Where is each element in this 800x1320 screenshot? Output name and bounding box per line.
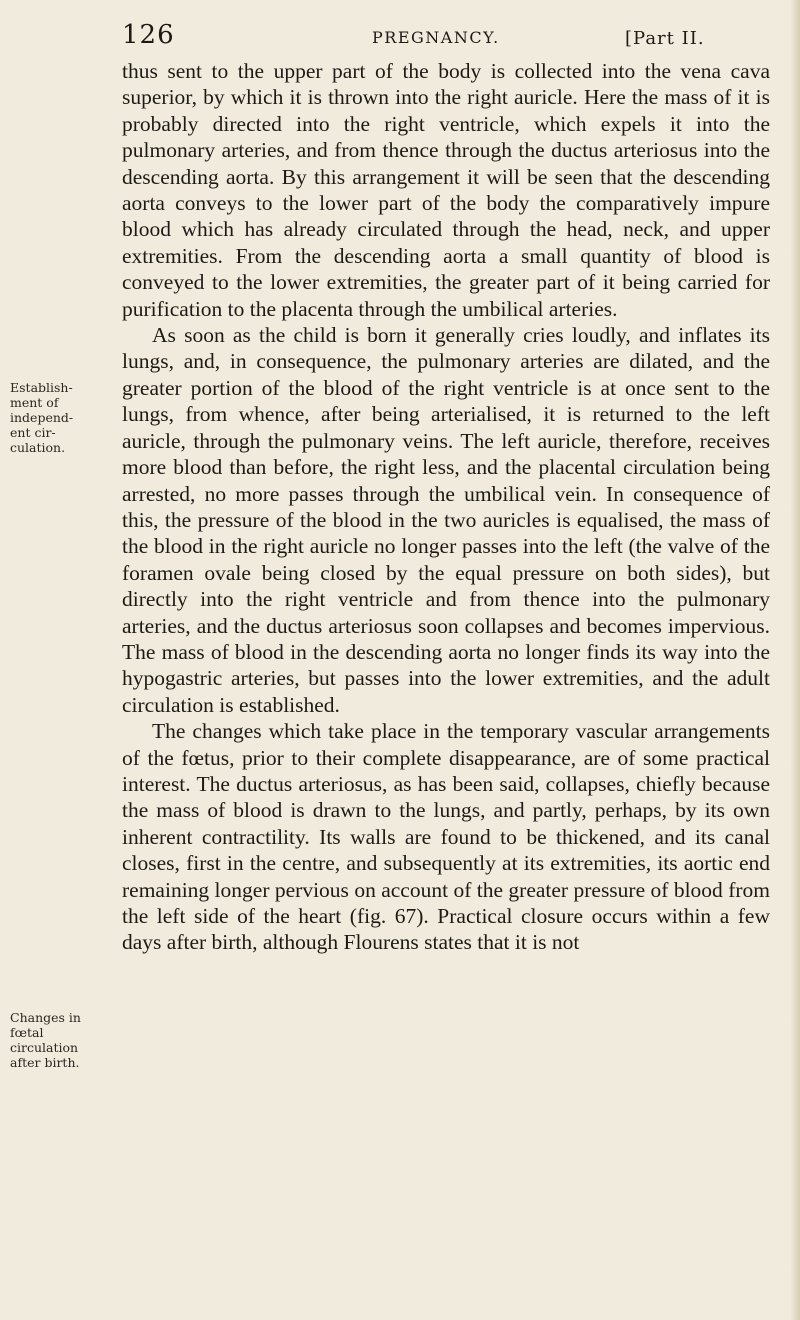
body-text xyxy=(122,58,770,956)
page-number: 126 xyxy=(122,20,175,50)
paragraph-independent-circulation: As soon as the child is born it generally cries loudly, and inflates its lungs, and, in consequence, the pulmonary arteries are dilated, and the greater portion of the blood of the right ventricle is at once sent to the lungs, from whence, after being arterialised, it is returned to the left auricle, through the pulmonary veins. The left auricle, therefore, receives more blood than before, the right less, and the placental circulation being arrested, no more passes through the umbilical vein. In consequence of this, the pressure of the blood in the two auricles is equalised, the mass of the blood in the right auricle no longer passes into the left (the valve of the foramen ovale being closed by the equal pressure on both sides), but directly into the right ventricle and from thence into the pulmonary arteries, and the ductus arteriosus soon collapses and becomes impervious. The mass of blood in the descending aorta no longer finds its way into the hypogastric arteries, but passes into the lower extremities, and the adult circulation is established. xyxy=(122,323,770,717)
running-title: PREGNANCY. xyxy=(372,28,500,47)
margin-note-foetal-circulation-changes: Changes in fœtal circulation after birth. xyxy=(10,1010,81,1070)
margin-note-independent-circulation: Establish- ment of independ- ent cir- culation. xyxy=(10,380,74,455)
page-edge xyxy=(790,0,800,1320)
paragraph-foetal-changes: The changes which take place in the temporary vascular arrangements of the fœtus, prior to their complete disappearance, are of some practical interest. The ductus arteriosus, as has been said, collapses, chiefly because the mass of blood is drawn to the lungs, and partly, perhaps, by its own inherent contractility. Its walls are found to be thickened, and its canal closes, first in the centre, and subsequently at its extremities, its aortic end remaining longer pervious on account of the greater pressure of blood from the left side of the heart (fig. 67). Practical closure occurs within a few days after birth, although Flourens states that it is not xyxy=(122,719,770,955)
paragraph-continued: thus sent to the upper part of the body is collected into the vena cava superior, by which it is thrown into the right auricle. Here the mass of it is probably directed into the right ventricle, which expels it into the pulmonary arteries, and from thence through the ductus arteriosus into the descending aorta. By this arrangement it will be seen that the descending aorta conveys to the lower part of the body the comparatively impure blood which has already circulated through the head, neck, and upper extremities. From the descending aorta a small quantity of blood is conveyed to the lower extremities, the greater part of it being carried for purification to the placenta through the umbilical arteries. xyxy=(122,59,770,321)
page-header xyxy=(0,18,800,58)
part-label: [Part II. xyxy=(625,28,705,49)
